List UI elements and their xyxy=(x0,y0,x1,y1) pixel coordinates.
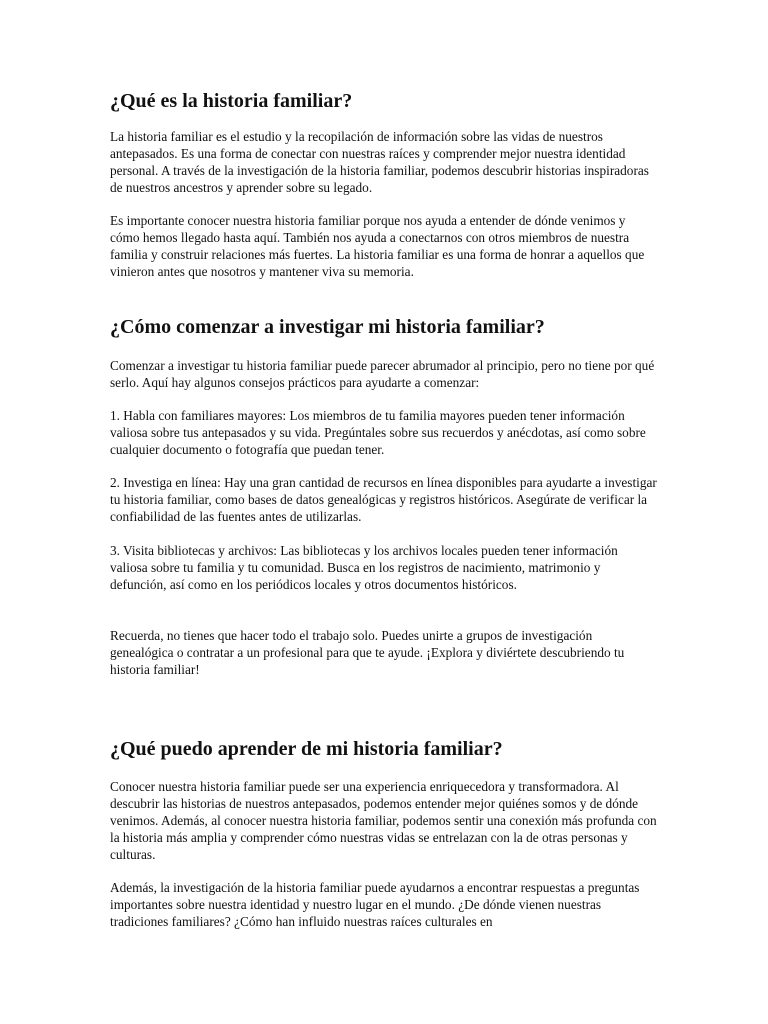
section-heading-what-can-i-learn: ¿Qué puedo aprender de mi historia familiar? xyxy=(110,738,503,760)
list-item-paragraph: 2. Investiga en línea: Hay una gran cantidad de recursos en línea disponibles para ayudarte a investigar tu historia familiar, como bases de datos genealógicas y registros históricos. Asegúrate de verificar la confiabilidad de las fuentes antes de utilizarlas. xyxy=(110,475,657,524)
list-item-paragraph: 3. Visita bibliotecas y archivos: Las bibliotecas y los archivos locales pueden tener información valiosa sobre tu familia y tu comunidad. Busca en los registros de nacimiento, matrimonio y defunción, así como en los periódicos locales y otros documentos históricos. xyxy=(110,543,618,592)
paragraph: Además, la investigación de la historia familiar puede ayudarnos a encontrar respuestas a preguntas importantes sobre nuestra identidad y nuestro lugar en el mundo. ¿De dónde vienen nuestras tradiciones familiares? ¿Cómo han influido nuestras raíces culturales en xyxy=(110,880,640,929)
section-heading-what-is: ¿Qué es la historia familiar? xyxy=(110,90,353,112)
paragraph: Conocer nuestra historia familiar puede ser una experiencia enriquecedora y transformadora. Al descubrir las historias de nuestros antepasados, podemos entender mejor quiénes somos y de dónde venimos. Además, al conocer nuestra historia familiar, podemos sentir una conexión más profunda con la historia más amplia y comprender cómo nuestras vidas se entrelazan con la de otras personas y culturas. xyxy=(110,779,657,862)
list-item-paragraph: 1. Habla con familiares mayores: Los miembros de tu familia mayores pueden tener información valiosa sobre tus antepasados y su vida. Pregúntales sobre sus recuerdos y anécdotas, así como sobre cualquier documento o fotografía que puedan tener. xyxy=(110,408,646,457)
paragraph: La historia familiar es el estudio y la recopilación de información sobre las vidas de nuestros antepasados. Es una forma de conectar con nuestras raíces y comprender mejor nuestra identidad personal. A través de la investigación de la historia familiar, podemos descubrir historias inspiradoras de nuestros ancestros y aprender sobre su legado. xyxy=(110,129,649,195)
paragraph: Comenzar a investigar tu historia familiar puede parecer abrumador al principio, pero no tiene por qué serlo. Aquí hay algunos consejos prácticos para ayudarte a comenzar: xyxy=(110,358,655,390)
section-heading-how-to-start: ¿Cómo comenzar a investigar mi historia familiar? xyxy=(110,316,545,338)
paragraph: Es importante conocer nuestra historia familiar porque nos ayuda a entender de dónde venimos y cómo hemos llegado hasta aquí. También nos ayuda a conectarnos con otros miembros de nuestra familia y construir relaciones más fuertes. La historia familiar es una forma de honrar a aquellos que vinieron antes que nosotros y mantener viva su memoria. xyxy=(110,213,645,279)
paragraph: Recuerda, no tienes que hacer todo el trabajo solo. Puedes unirte a grupos de investigación genealógica o contratar a un profesional para que te ayude. ¡Explora y diviértete descubriendo tu historia familiar! xyxy=(110,628,625,677)
